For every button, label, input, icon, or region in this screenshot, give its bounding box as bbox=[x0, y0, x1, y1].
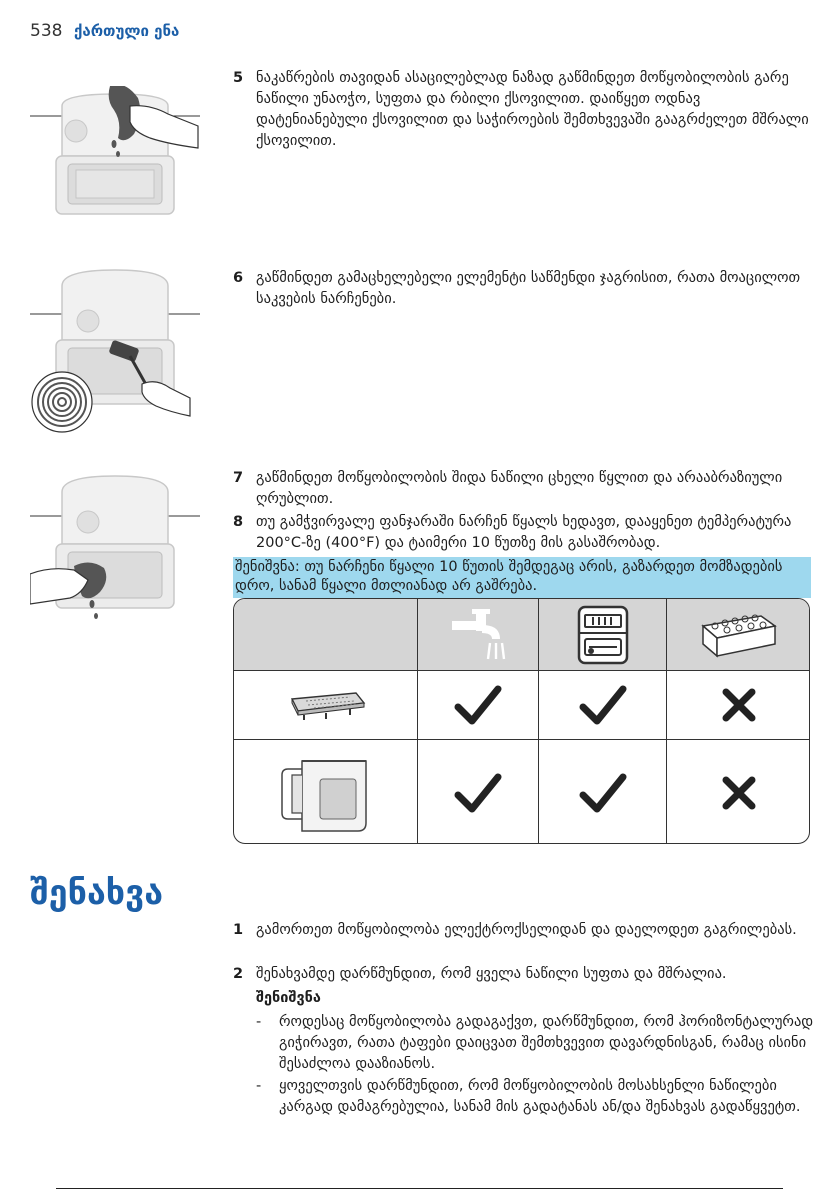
bullet-dash: - bbox=[256, 1014, 262, 1030]
crisper-plate-icon bbox=[234, 671, 417, 739]
note-bullet bbox=[256, 1076, 816, 1118]
basket-icon bbox=[234, 740, 417, 844]
bullet-text: როდესაც მოწყობილობა გადაგაქვთ, დარწმუნდით, რომ ჰორიზონტალურად გიჭირავთ, რათა ტაფები დაიცვათ შემთხვევით დავარდნისგან, რამაც ისინი შესაძლოა დააზიანოს. bbox=[279, 1014, 814, 1072]
step-text: გამორთეთ მოწყობილობა ელექტროქსელიდან და დაელოდეთ გაგრილებას. bbox=[256, 922, 797, 938]
step-text: ნაკაწრების თავიდან ასაცილებლად ნაზად გაწმინდეთ მოწყობილობის გარე ნაწილი უნაოჭო, სუფთა და რბილი ქსოვილით. დაიწყეთ ოდნავ დატენიანებული ქსოვილით და საჭიროების შემთხვევაში გააგრძელეთ მშრალი ქსოვილით. bbox=[256, 70, 809, 149]
step-text: შენახვამდე დარწმუნდით, რომ ყველა ნაწილი სუფთა და მშრალია. bbox=[256, 966, 727, 982]
step-text: გაწმინდეთ გამაცხელებელი ელემენტი საწმენდი ჯაგრისით, რათა მოაცილოთ საკვების ნარჩენები. bbox=[256, 270, 801, 307]
bullet-text: ყოველთვის დარწმუნდით, რომ მოწყობილობის მოსახსენლი ნაწილები კარგად დამაგრებულია, სანამ მის გადატანას ან/და შენახვას გადაწყვეტთ. bbox=[279, 1078, 801, 1115]
step-8 bbox=[233, 512, 813, 554]
table-header-row bbox=[234, 599, 809, 670]
footer-divider bbox=[56, 1188, 783, 1189]
bullet-dash: - bbox=[256, 1078, 262, 1094]
check-icon bbox=[417, 671, 538, 739]
highlighted-note: შენიშვნა: თუ ნარჩენი წყალი 10 წუთის შემდეგაც არის, გაზარდეთ მომზადების დრო, სანამ წყალი მთლიანად არ გაშრება. bbox=[233, 557, 811, 598]
step-number: 7 bbox=[233, 470, 244, 486]
scouring-sponge-icon bbox=[666, 599, 810, 670]
step-number: 1 bbox=[233, 922, 244, 938]
check-icon bbox=[417, 740, 538, 844]
table-row bbox=[234, 739, 809, 844]
step-7 bbox=[233, 468, 813, 510]
step-number: 8 bbox=[233, 514, 244, 530]
table-row bbox=[234, 670, 809, 739]
page-number: 538 bbox=[30, 21, 63, 41]
air-fryer-wipe-exterior-illustration bbox=[30, 86, 200, 226]
step-number: 6 bbox=[233, 270, 244, 286]
language-title: ქართული ენა bbox=[74, 22, 180, 40]
air-fryer-brush-heating-element-illustration bbox=[30, 266, 200, 436]
storage-step-1 bbox=[233, 920, 813, 941]
air-fryer-clean-interior-illustration bbox=[30, 470, 200, 630]
step-6 bbox=[233, 268, 813, 310]
check-icon bbox=[538, 671, 666, 739]
storage-step-2 bbox=[233, 964, 813, 985]
step-number: 2 bbox=[233, 966, 244, 982]
check-icon bbox=[538, 740, 666, 844]
tap-water-icon bbox=[417, 599, 538, 670]
dishwasher-icon bbox=[538, 599, 666, 670]
section-title-storage: შენახვა bbox=[30, 873, 164, 913]
cross-icon bbox=[666, 740, 810, 844]
step-text: გაწმინდეთ მოწყობილობის შიდა ნაწილი ცხელი წყლით და არააბრაზიული ღრუბლით. bbox=[256, 470, 783, 507]
note-title: შენიშვნა bbox=[256, 990, 321, 1006]
step-number: 5 bbox=[233, 70, 244, 86]
step-5 bbox=[233, 68, 813, 152]
cleaning-methods-table bbox=[233, 598, 810, 844]
step-text: თუ გამჭვირვალე ფანჯარაში ნარჩენ წყალს ხედავთ, დააყენეთ ტემპერატურა 200°C-ზე (400°F) და ტაიმერი 10 წუთზე მის გასაშრობად. bbox=[256, 514, 792, 551]
table-header-empty-cell bbox=[234, 599, 417, 670]
note-bullet bbox=[256, 1012, 816, 1075]
cross-icon bbox=[666, 671, 810, 739]
